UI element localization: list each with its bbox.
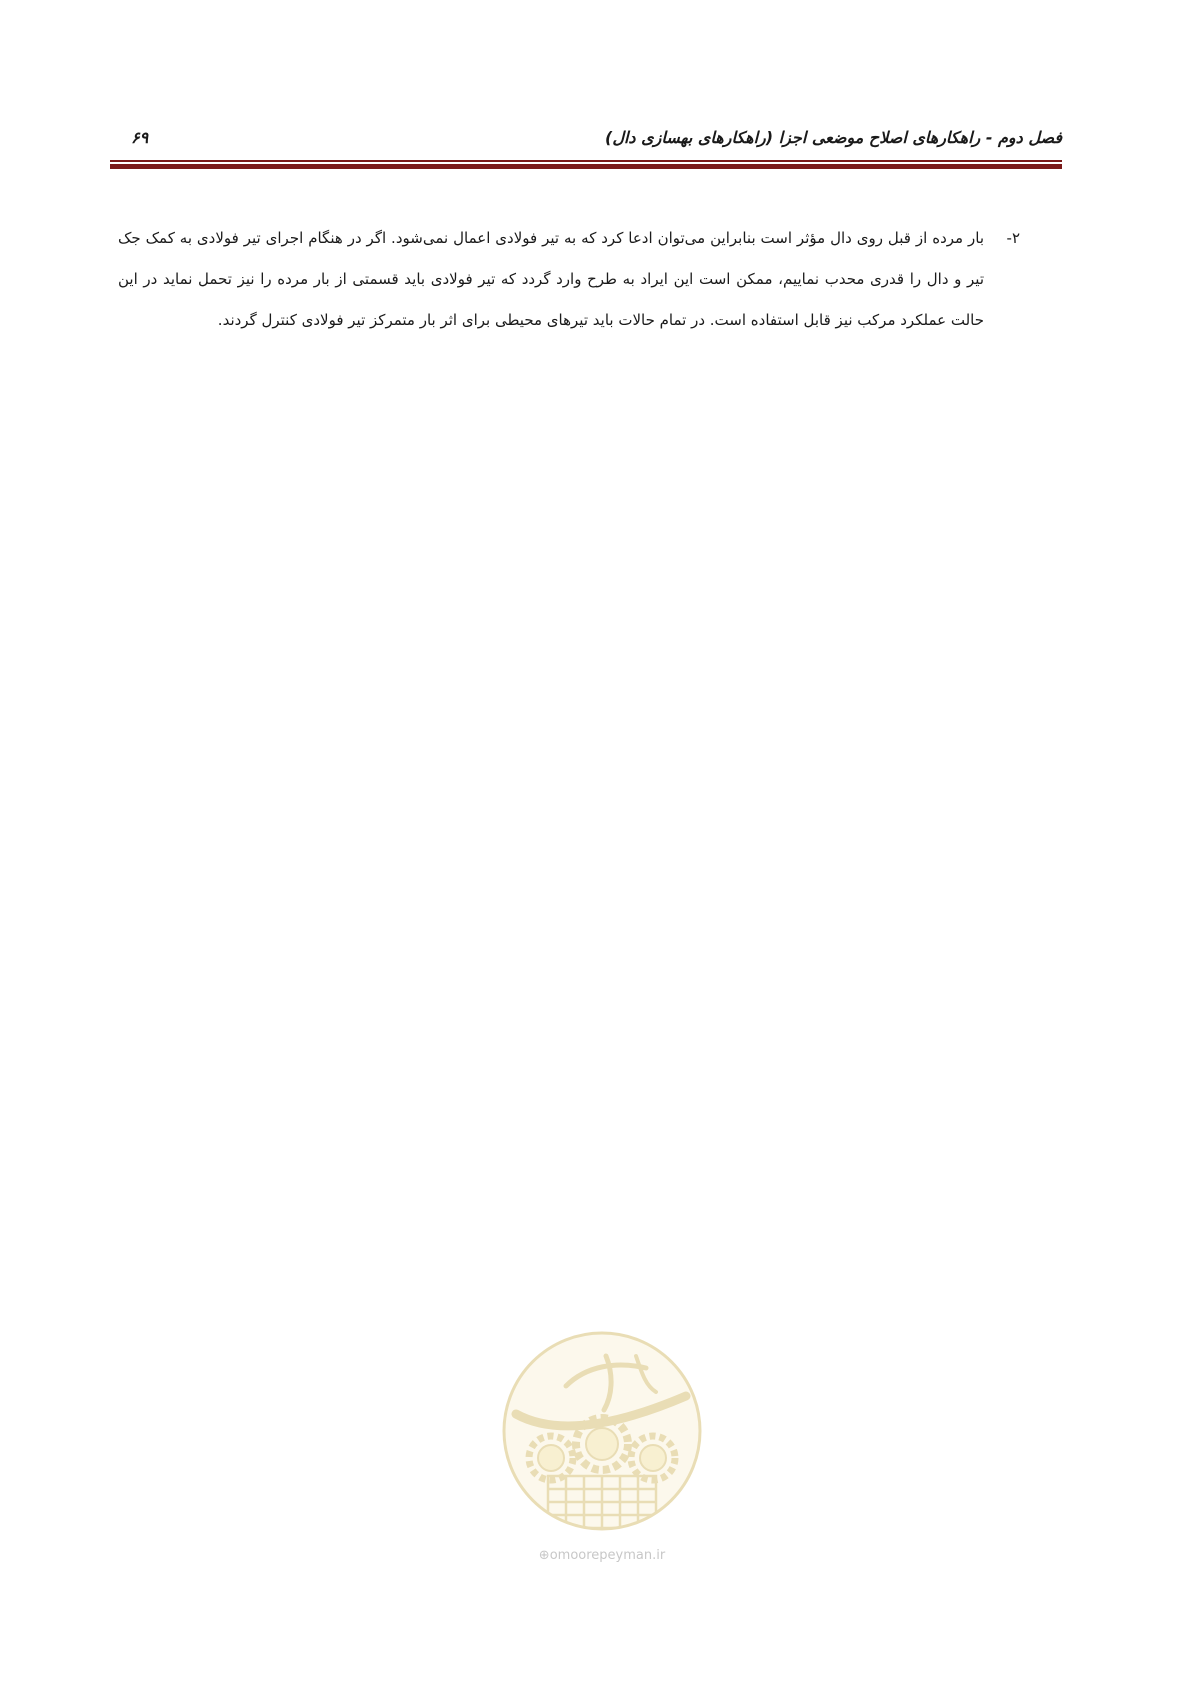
- watermark-url-text: omoorepeyman.ir: [549, 1548, 666, 1563]
- list-marker: ۲-: [1006, 229, 1020, 247]
- page-header: [110, 128, 1062, 158]
- globe-icon: ⊕: [538, 1548, 550, 1563]
- header-rule-thin: [110, 160, 1062, 162]
- header-rule-thick: [110, 164, 1062, 169]
- watermark-logo-icon: [496, 1326, 708, 1541]
- watermark-url: [496, 1548, 708, 1563]
- list-item-text: بار مرده از قبل روی دال مؤثر است بنابراین می‌توان ادعا کرد که به تیر فولادی اعمال نمی‌شود. اگر در هنگام اجرای تیر فولادی به کمک جک تیر و دال را قدری محدب نماییم، ممکن است این ایراد به طرح وارد گردد که تیر فولادی باید قسمتی از بار مرده را نیز تحمل نماید در این حالت عملکرد مرکب نیز قابل استفاده است. در تمام حالات باید تیرهای محیطی برای اثر بار متمرکز تیر فولادی کنترل گردند.: [118, 229, 984, 329]
- page-number: ۶۹: [131, 128, 149, 147]
- chapter-title: فصل دوم - راهکارهای اصلاح موضعی اجزا (راهکارهای بهسازی دال): [605, 128, 1062, 147]
- watermark: [496, 1326, 708, 1572]
- list-item: [118, 218, 1020, 341]
- body-text: [118, 218, 1020, 341]
